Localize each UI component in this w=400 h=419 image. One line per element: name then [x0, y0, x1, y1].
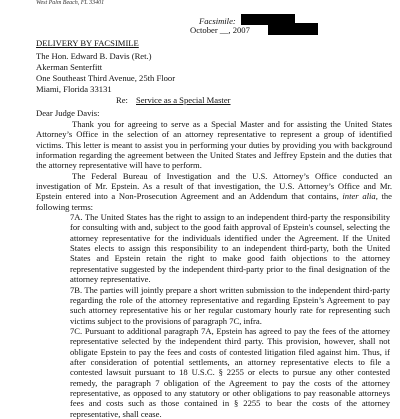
salutation: Dear Judge Davis: [36, 108, 100, 118]
re-subject: Service as a Special Master [136, 95, 231, 105]
re-label: Re: [116, 95, 128, 105]
term-7c: 7C. Pursuant to additional paragraph 7A, Epstein has agreed to pay the fees of the attorney representative selected by the independent third party. This provision, however, shall not obligate Epstein to pay the fees and costs of contested litigation filed against him. Thus, if after consideration of potential settlements, an attorney representative elects to file a contested lawsuit pursuant to 18 U.S.C. § 2255 or elects to pursue any other contested remedy, the paragraph 7 obligation of the Agreement to pay the costs of the attorney representative, as opposed to any statutory or other obligations to pay reasonable attorneys fees and costs such as those contained in § 2255 to bear the costs of the attorney representative, shall cease. [70, 325, 390, 419]
sender-address-fragment: West Palm Beach, FL 33401 [36, 0, 105, 6]
redaction-date-area [268, 23, 318, 35]
term-7b: 7B. The parties will jointly prepare a short written submission to the independent third-party regarding the role of the attorney representative and regarding Epstein’s Agreement to pay such attorney representative his or her regular customary hourly rate for representing such victims subject to the provisions of paragraph 7C, infra. [70, 284, 390, 326]
inter-alia-text: inter alia [342, 191, 376, 202]
recipient-street: One Southeast Third Avenue, 25th Floor [36, 73, 176, 83]
paragraph-background-start: The Federal Bureau of Investigation and the U.S. Attorney’s Office conducted an investigation of Mr. Epstein. As a result of that investigation, the U.S. Attorney’s Office and Mr. Epstein entered into a Non-Prosecution Agreement and an Addendum that contains, [36, 170, 392, 202]
delivery-method: DELIVERY BY FACSIMILE [36, 38, 139, 48]
paragraph-background [36, 171, 392, 212]
facsimile-label: Facsimile: [199, 16, 236, 26]
recipient-name: The Hon. Edward B. Davis (Ret.) [36, 51, 152, 61]
paragraph-background-end: , the following terms: [36, 191, 393, 212]
term-7a: 7A. The United States has the right to assign to an independent third-party the responsibility for consulting with and, subject to the good faith approval of Epstein's counsel, selecting the attorney representative for the individuals identified under the Agreement. If the United States elects to assign this responsibility to an independent third-party, both the United States and Epstein retain the right to make good faith objections to the attorney representative suggested by the independent third-party prior to the final designation of the attorney representative. [70, 212, 390, 285]
letter-body [36, 119, 392, 419]
paragraph-intro: Thank you for agreeing to serve as a Special Master and for assisting the United States Attorney’s Office in the selection of an attorney representative to represent a group of identified victims. This letter is meant to assist you in performing your duties by providing you with background information regarding the agreement between the United States and Jeffrey Epstein and the duties that the attorney representative will have to perform. [36, 119, 392, 171]
recipient-city: Miami, Florida 33131 [36, 84, 112, 94]
recipient-firm: Akerman Senterfitt [36, 62, 103, 72]
letter-date: October __, 2007 [190, 25, 250, 35]
